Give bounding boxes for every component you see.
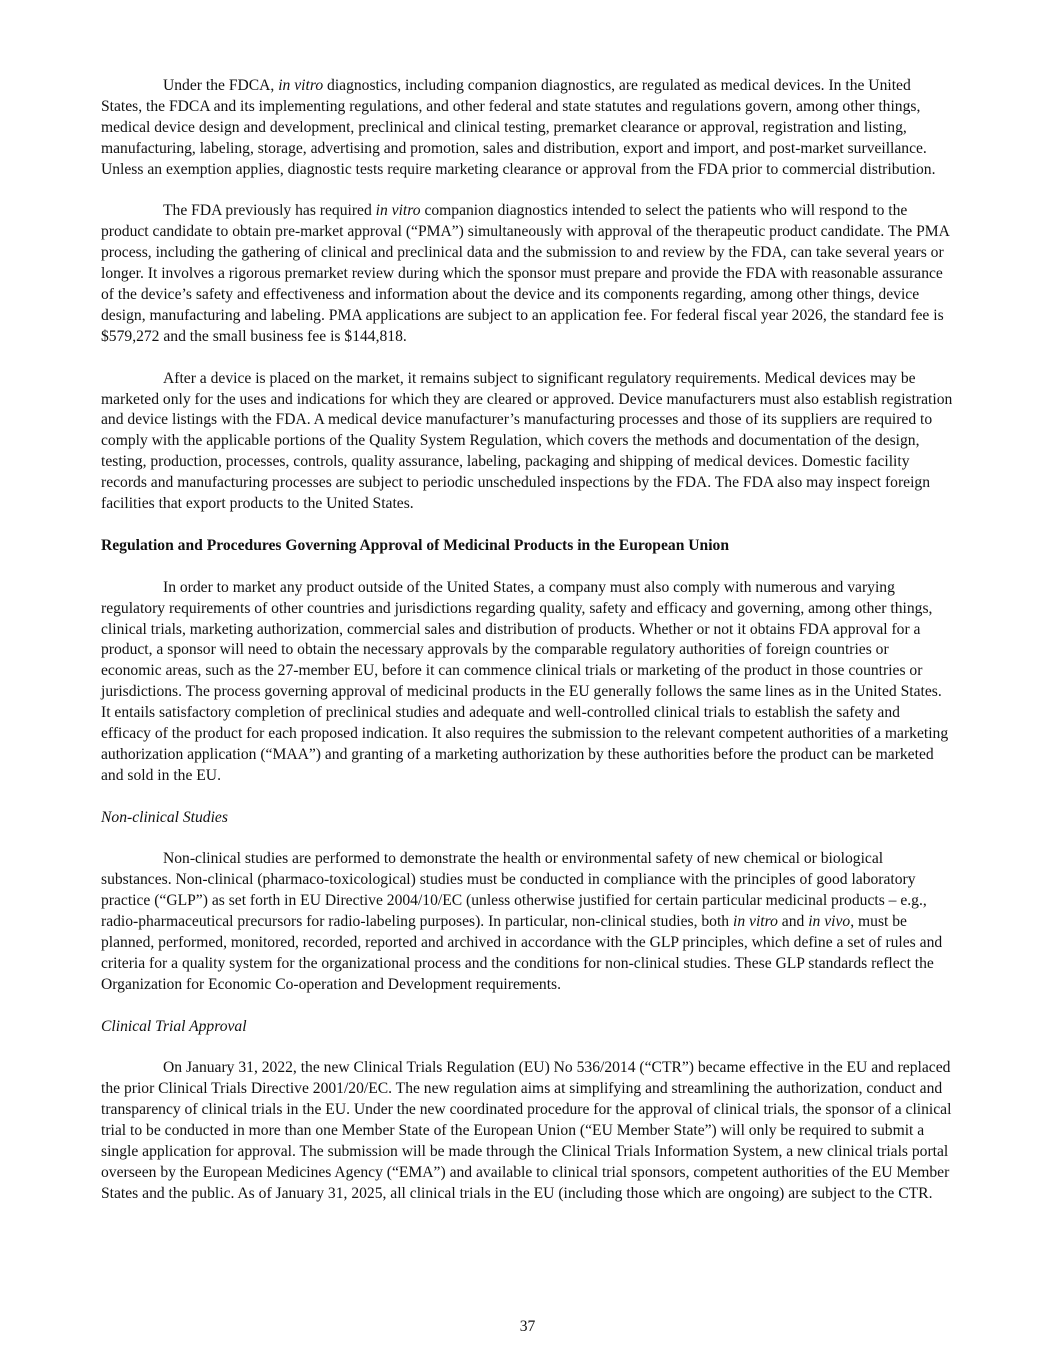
italic-term: in vitro — [733, 913, 778, 931]
paragraph-pma — [101, 201, 953, 347]
text-run: and — [777, 913, 809, 931]
italic-term: in vitro — [278, 77, 324, 94]
subheading-non-clinical-studies: Non-clinical Studies — [101, 808, 228, 826]
italic-term: in vitro — [375, 202, 421, 220]
paragraph-post-market: After a device is placed on the market, it remains subject to significant regulatory requirements. Medical devices may be marketed only for the uses and indications for which they are cleared or approved. Device manufacturers must also establish registration and device listings with the FDA. A medical device manufacturer’s manufacturing processes and those of its suppliers are required to comply with the applicable portions of the Quality System Regulation, which covers the methods and documentation of the design, testing, production, processes, controls, quality assurance, labeling, packaging and shipping of medical devices. Domestic facility records and manufacturing processes are subject to periodic unscheduled inspections by the FDA. The FDA also may inspect foreign facilities that export products to the United States. — [101, 369, 953, 513]
text-run: , must be planned, performed, monitored, recorded, reported and archived in accordance with the GLP principles, which define a set of rules and criteria for a quality system for the organizational process and the conditions for non-clinical studies. These GLP standards reflect the Organization for Economic Co-operation and Development requirements. — [101, 913, 943, 993]
paragraph-ctr: On January 31, 2022, the new Clinical Trials Regulation (EU) No 536/2014 (“CTR”) became effective in the EU and replaced the prior Clinical Trials Directive 2001/20/EC. The new regulation aims at simplifying and streamlining the authorization, conduct and transparency of clinical trials in the EU. Under the new coordinated procedure for the approval of clinical trials, the sponsor of a clinical trial to be conducted in more than one Member State of the European Union (“EU Member State”) will only be required to submit a single application for approval. The submission will be made through the Clinical Trials Information System, a new clinical trials portal overseen by the European Medicines Agency (“EMA”) and available to clinical trial sponsors, competent authorities of the EU Member States and the public. As of January 31, 2025, all clinical trials in the EU (including those which are ongoing) are subject to the CTR. — [101, 1059, 952, 1202]
page-number: 37 — [519, 1318, 536, 1335]
document-page — [101, 76, 953, 1226]
text-run: The FDA previously has required — [163, 202, 376, 220]
text-run: Non-clinical studies are performed to demonstrate the health or environmental safety of new chemical or biological substances. Non-clinical (pharmaco-toxicological) studies must be conducted in compliance with the principles of good laboratory practice (“GLP”) as set forth in EU Directive 2004/10/EC (unless otherwise justified for certain particular medicinal products – e.g., radio-pharmaceutical precursors for radio-labeling purposes). In particular, non-clinical studies, both — [101, 850, 927, 931]
text-run: companion diagnostics intended to select the patients who will respond to the product candidate to obtain pre-market approval (“PMA”) simultaneously with approval of the therapeutic product candidate. The PMA process, including the gathering of clinical and preclinical data and the submission to and review by the FDA, can take several years or longer. It involves a rigorous premarket review during which the sponsor must prepare and provide the FDA with reasonable assurance of the device’s safety and effectiveness and information about the device and its components regarding, among other things, device design, manufacturing and labeling. PMA applications are subject to an application fee. For federal fiscal year 2026, the standard fee is $579,272 and the small business fee is $144,818. — [101, 202, 950, 345]
text-run: diagnostics, including companion diagnostics, are regulated as medical devices. In the United States, the FDCA and its implementing regulations, and other federal and state statutes and regulations govern, among other things, medical device design and development, preclinical and clinical testing, premarket clearance or approval, registration and listing, manufacturing, labeling, storage, advertising and promotion, sales and distribution, export and import, and post-market surveillance. Unless an exemption applies, diagnostic tests require marketing clearance or approval from the FDA prior to commercial distribution. — [101, 77, 936, 178]
subheading-clinical-trial-approval: Clinical Trial Approval — [101, 1017, 247, 1035]
paragraph-fdca-ivd — [101, 76, 953, 181]
section-heading-eu-regulation: Regulation and Procedures Governing Approval of Medicinal Products in the European Union — [101, 536, 730, 554]
paragraph-foreign-approval: In order to market any product outside of the United States, a company must also comply with numerous and varying regulatory requirements of other countries and jurisdictions regarding quality, safety and efficacy and governing, among other things, clinical trials, marketing authorization, commercial sales and distribution of products. Whether or not it obtains FDA approval for a product, a sponsor will need to obtain the necessary approvals by the comparable regulatory authorities of foreign countries or economic areas, such as the 27-member EU, before it can commence clinical trials or marketing of the product in those countries or jurisdictions. The process governing approval of medicinal products in the EU generally follows the same lines as in the United States. It entails satisfactory completion of preclinical studies and adequate and well-controlled clinical trials to establish the safety and efficacy of the product for each proposed indication. It also requires the submission to the relevant competent authorities of a marketing authorization application (“MAA”) and granting of a marketing authorization by these authorities before the product can be marketed and sold in the EU. — [101, 578, 949, 784]
paragraph-non-clinical — [101, 849, 953, 995]
text-run: Under the FDCA, — [163, 77, 279, 94]
italic-term: in vivo — [808, 913, 851, 931]
